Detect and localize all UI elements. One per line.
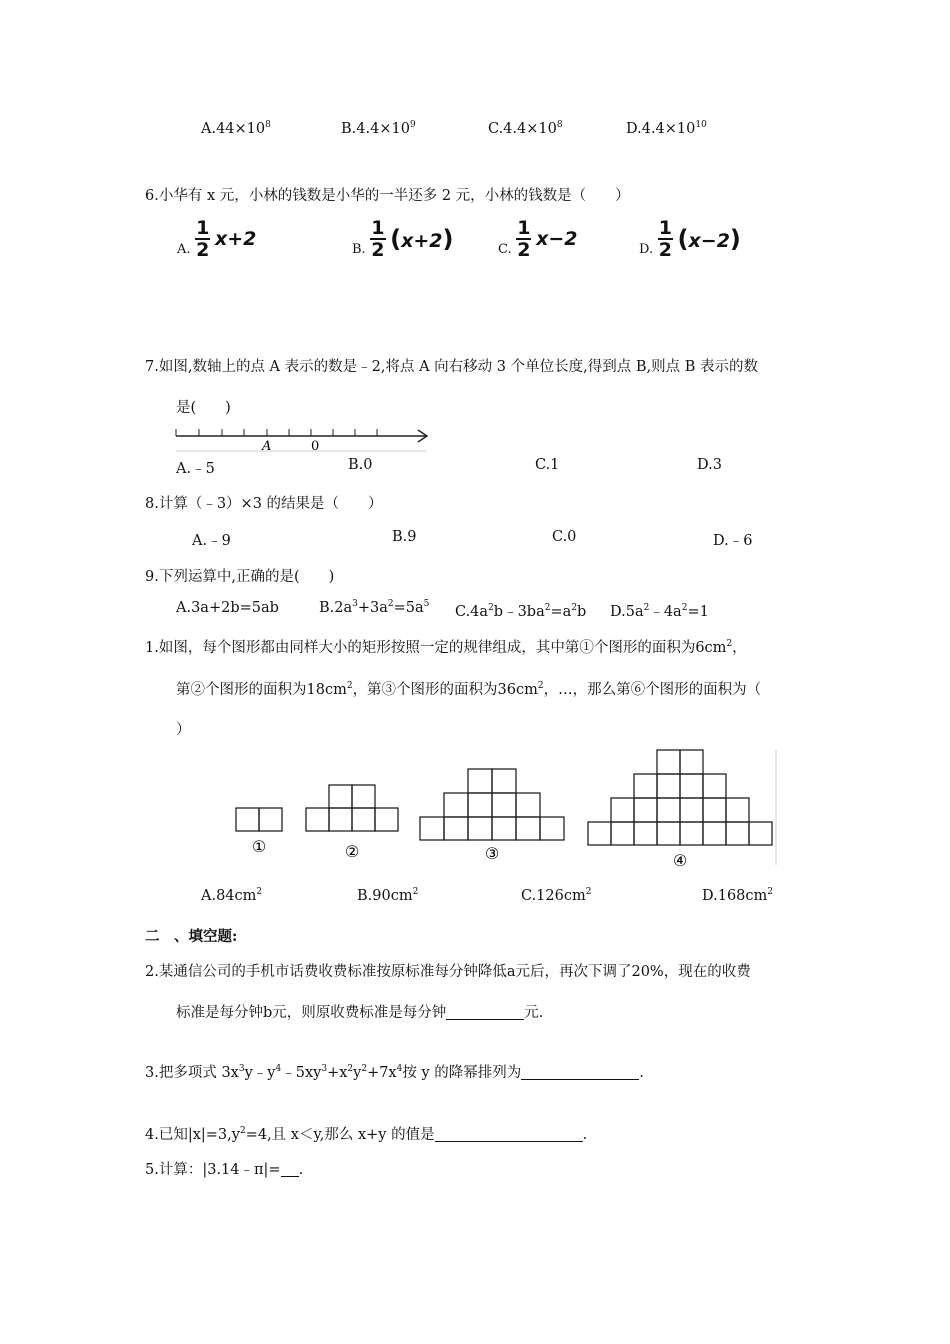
q8-option-b: B.9	[392, 529, 417, 545]
q5-option-a: $A.44\times 10^8$	[201, 120, 271, 137]
q9-stem: 9.下列运算中,正确的是( )	[145, 569, 335, 585]
q6-option-b: B. $\frac{1}{2}$ (x+2)	[352, 217, 454, 261]
q7-stem-line1: 7.如图,数轴上的点 A 表示的数是﹣2,将点 A 向右移动 3 个单位长度,得到点 B,则点 B 表示的数	[145, 359, 758, 375]
q8-option-d: D.﹣6	[713, 533, 753, 549]
q13-text: 4.已知$|x|=3,y^2=4$,且 x＜y,那么 x+y 的值是 .	[145, 1126, 588, 1143]
q7-option-a: A.﹣5	[176, 461, 215, 477]
q11-answer-blank[interactable]	[446, 1004, 524, 1020]
figure-4-label: ④	[672, 851, 688, 870]
figure-2-label: ②	[344, 842, 360, 861]
number-line-figure	[170, 424, 435, 454]
q7-option-c: C.1	[535, 457, 560, 473]
q7-option-b: B.0	[348, 457, 373, 473]
figure-1-shapes	[236, 808, 282, 831]
figure-2-shapes	[306, 785, 398, 831]
q10-line3: ）	[176, 722, 191, 738]
q6-option-a: A. $\frac{1}{2}$ x+2	[177, 217, 257, 261]
q10-option-c: $C.126cm^2$	[521, 887, 592, 904]
q6-option-c: C. $\frac{1}{2}$ x−2	[498, 217, 578, 261]
q5-option-b: $B.4.4\times 10^9$	[341, 120, 416, 137]
q13-answer-blank[interactable]	[435, 1126, 583, 1142]
figure-3-shapes	[420, 769, 564, 840]
q11-line2: 标准是每分钟b元，则原收费标准是每分钟 元.	[176, 1005, 544, 1021]
q8-stem: 8.计算（﹣3）×3 的结果是（ ）	[145, 496, 383, 512]
q12-text: 3.把多项式 $3x^3y﹣y^4﹣5xy^3+x^2y^2+7x^4$按 y 的降幂排列为 .	[145, 1064, 644, 1081]
q7-option-d: D.3	[697, 457, 722, 473]
q11-line1: 2.某通信公司的手机市话费收费标准按原标准每分钟降低a元后，再次下调了20%，现在的收费	[145, 964, 751, 980]
point-a-label: A	[262, 439, 272, 454]
q10-option-a: $A.84cm^2$	[201, 887, 263, 904]
q14-answer-blank[interactable]	[281, 1161, 299, 1177]
q5-option-c: $C.4.4\times 10^8$	[488, 120, 563, 137]
q10-line2: 第②个图形的面积为$18cm^2$，第③个图形的面积为$36cm^2$，…，那么第⑥个图形的面积为（	[176, 681, 762, 698]
q9-option-c: $C.4a^2b﹣3ba^2=a^2b$	[455, 603, 587, 620]
q7-stem-line2: 是( )	[176, 400, 231, 416]
q5-option-d: $D.4.4\times 10^{10}$	[626, 120, 707, 137]
q14-text: 5.计算：|3.14﹣π|= .	[145, 1162, 304, 1178]
figure-3-label: ③	[484, 844, 500, 863]
q12-answer-blank[interactable]	[521, 1064, 639, 1080]
q10-line1: 1.如图，每个图形都由同样大小的矩形按照一定的规律组成，其中第①个图形的面积为$6cm^2$，	[145, 639, 747, 656]
number-line-ticks	[176, 429, 377, 436]
zero-label: 0	[311, 439, 320, 454]
q6-option-d: D. $\frac{1}{2}$ (x−2)	[639, 217, 741, 261]
rectangle-pattern-figure	[230, 745, 785, 873]
section-2-title: 二 、填空题:	[145, 928, 238, 945]
q6-stem: 6.小华有 x 元，小林的钱数是小华的一半还多 2 元，小林的钱数是（ ）	[145, 188, 630, 204]
figure-4-shapes	[588, 750, 772, 845]
q9-option-d: $D.5a^2﹣4a^2=1$	[610, 603, 709, 620]
q8-option-c: C.0	[552, 529, 577, 545]
q10-option-b: $B.90cm^2$	[357, 887, 419, 904]
q8-option-a: A.﹣9	[192, 533, 231, 549]
q9-option-b: $B.2a^3+3a^2=5a^5$	[319, 599, 430, 616]
figure-1-label: ①	[251, 837, 267, 856]
q10-option-d: $D.168cm^2$	[702, 887, 773, 904]
q9-option-a: A.3a+2b=5ab	[176, 600, 279, 616]
